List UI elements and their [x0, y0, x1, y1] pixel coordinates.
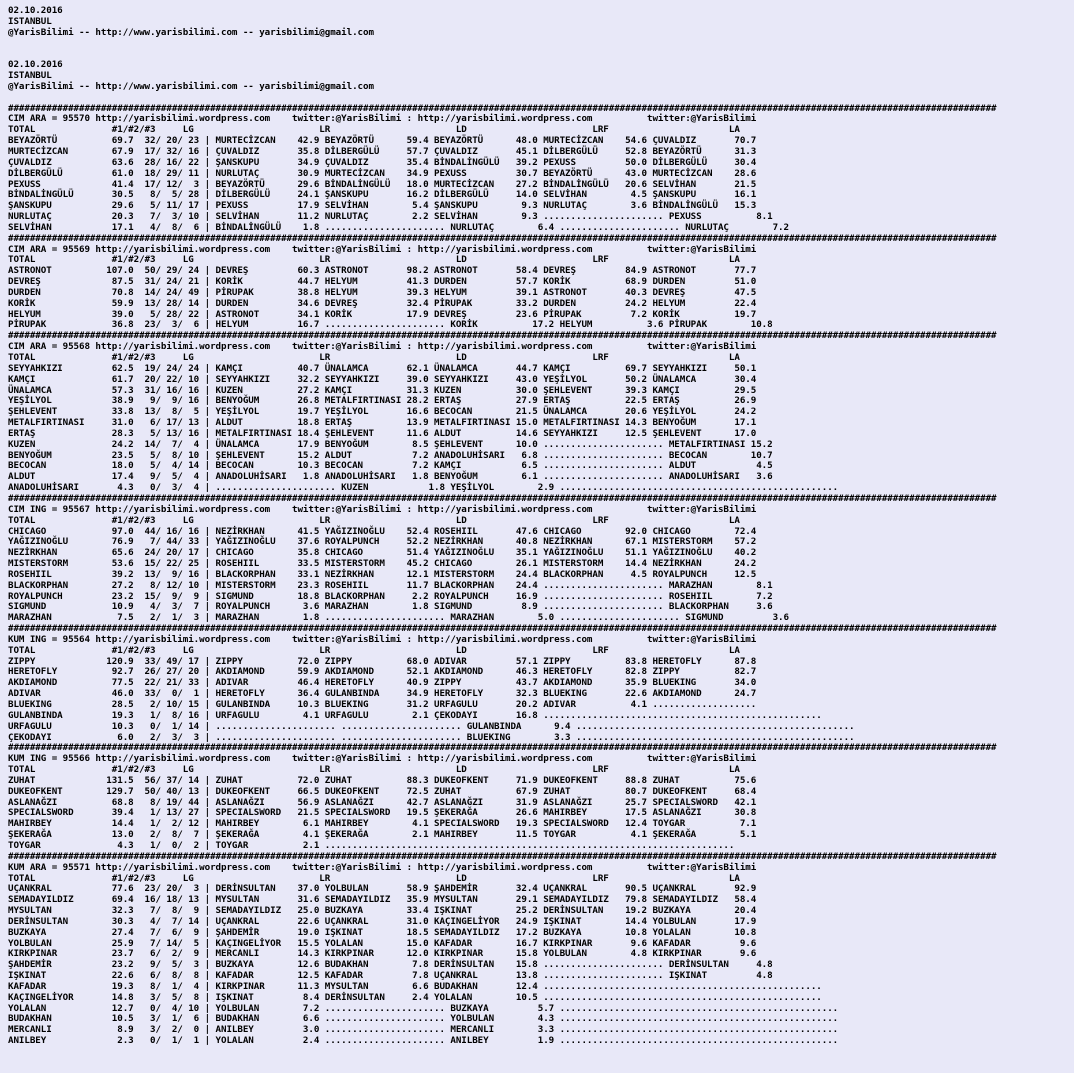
report-line: #####################################################################################################################################################################################: [8, 232, 997, 244]
report-line: PEXUSS 41.4 17/ 12/ 3 | BEYAZÖRTÜ 29.6 BİNDALİNGÜLÜ 18.0 MURTECİZCAN 27.2 BİNDALİNGÜLÜ 20.6 SELVİHAN 21.5: [8, 178, 757, 190]
report-line: @YarisBilimi -- http://www.yarisbilimi.com -- yarisbilimi@gmail.com: [8, 80, 374, 92]
report-line: ŞANSKUPU 29.6 5/ 11/ 17 | PEXUSS 17.9 SELVİHAN 5.4 ŞANSKUPU 9.3 NURLUTAÇ 3.6 BİNDALİNGÜLÜ 15.3: [8, 200, 757, 212]
report-line: BLACKORPHAN 27.2 8/ 12/ 10 | MISTERSTORM 23.3 ROSEHIIL 11.7 BLACKORPHAN 24.4 ...................... MARAZHAN 8.1: [8, 579, 773, 591]
report-line: #####################################################################################################################################################################################: [8, 850, 997, 862]
report-line: ASLANAĞZI 68.8 8/ 19/ 44 | ASLANAĞZI 56.9 ASLANAĞZI 42.7 ASLANAĞZI 31.9 ASLANAĞZI 25.7 SPECIALSWORD 42.1: [8, 796, 757, 808]
report-line: GULANBINDA 19.3 1/ 8/ 16 | URFAGULU 4.1 URFAGULU 2.1 ÇEKODAYI 16.8 ...................................................: [8, 709, 822, 721]
report-line: KAFADAR 19.3 8/ 1/ 4 | KIRKPINAR 11.3 MYSULTAN 6.6 BUDAKHAN 12.4 ...................................................: [8, 980, 822, 992]
report-line: KUM ING = 95566 http://yarisbilimi.wordpress.com twitter:@YarisBilimi : http://yarisbilimi.wordpress.com twitter:@YarisBilimi: [8, 753, 757, 765]
report-line: IŞKINAT 22.6 6/ 8/ 8 | KAFADAR 12.5 KAFADAR 7.8 UÇANKRAL 13.8 ...................... IŞKINAT 4.8: [8, 970, 773, 982]
report-line: KUM ARA = 95571 http://yarisbilimi.wordpress.com twitter:@YarisBilimi : http://yarisbilimi.wordpress.com twitter:@YarisBilimi: [8, 861, 757, 873]
report-line: SIGMUND 10.9 4/ 3/ 7 | ROYALPUNCH 3.6 MARAZHAN 1.8 SIGMUND 8.9 ...................... BLACKORPHAN 3.6: [8, 601, 773, 613]
report-line: ANADOLUHİSARI 4.3 0/ 3/ 4 | ...................... KUZEN 1.8 YEŞİLYOL 2.9 ...................................................: [8, 482, 839, 494]
report-line: DUKEOFKENT 129.7 50/ 40/ 13 | DUKEOFKENT 66.5 DUKEOFKENT 72.5 ZUHAT 67.9 ZUHAT 80.7 DUKEOFKENT 68.4: [8, 785, 757, 797]
report-line: ZUHAT 131.5 56/ 37/ 14 | ZUHAT 72.0 ZUHAT 88.3 DUKEOFKENT 71.9 DUKEOFKENT 88.8 ZUHAT 75.6: [8, 774, 757, 786]
report-line: [8, 39, 1074, 50]
report-line: DURDEN 70.8 14/ 24/ 49 | PİRUPAK 38.8 HELYUM 39.3 HELYUM 39.1 ASTRONOT 40.3 DEVREŞ 47.5: [8, 286, 757, 298]
report-line: #####################################################################################################################################################################################: [8, 742, 997, 754]
report-line: #####################################################################################################################################################################################: [8, 330, 997, 342]
report-line: KUZEN 24.2 14/ 7/ 4 | ÜNALAMCA 17.9 BENYOĞUM 8.5 ŞEHLEVENT 10.0 ...................... METALFIRTINASI 15.2: [8, 438, 773, 450]
report-line: BEYAZÖRTÜ 69.7 32/ 20/ 23 | MURTECİZCAN 42.9 BEYAZÖRTÜ 59.4 BEYAZÖRTÜ 48.0 MURTECİZCAN 54.6 ÇUVALDIZ 70.7: [8, 135, 757, 147]
report-line: ISTANBUL: [8, 70, 52, 82]
report-line: TOTAL #1/#2/#3 LG LR LD LRF LA: [8, 764, 740, 776]
report-line: ASTRONOT 107.0 50/ 29/ 24 | DEVREŞ 60.3 ASTRONOT 98.2 ASTRONOT 58.4 DEVREŞ 84.9 ASTRONOT 77.7: [8, 265, 757, 277]
report-line: METALFIRTINASI 31.0 6/ 17/ 13 | ALDUT 18.8 ERTAŞ 13.9 METALFIRTINASI 15.0 METALFIRTINASI 14.3 BENYOĞUM 17.1: [8, 417, 757, 429]
report-line: #####################################################################################################################################################################################: [8, 623, 997, 635]
report-line: KIRKPINAR 23.7 6/ 2/ 9 | MERCANLI 14.3 KIRKPINAR 12.0 KIRKPINAR 15.8 YOLBULAN 4.8 KIRKPINAR 9.6: [8, 948, 757, 960]
report-line: SELVİHAN 17.1 4/ 8/ 6 | BİNDALİNGÜLÜ 1.8 ...................... NURLUTAÇ 6.4 ...................... NURLUTAÇ 7.2: [8, 221, 789, 233]
report-line: TOYGAR 4.3 1/ 0/ 2 | TOYGAR 2.1 ...........................................................................: [8, 839, 735, 851]
report-line: URFAGULU 10.3 0/ 1/ 14 | ...................... ...................... GULANBINDA 9.4 ...................................................: [8, 720, 855, 732]
report-line: [8, 49, 1074, 60]
report-line: KORİK 59.9 13/ 28/ 14 | DURDEN 34.6 DEVREŞ 32.4 PİRUPAK 33.2 DURDEN 24.2 HELYUM 22.4: [8, 297, 757, 309]
report-line: ADIVAR 46.0 33/ 0/ 1 | HERETOFLY 36.4 GULANBINDA 34.9 HERETOFLY 32.3 BLUEKING 22.6 AKDIAMOND 24.7: [8, 688, 757, 700]
report-line: #####################################################################################################################################################################################: [8, 102, 997, 114]
report-line: HELYUM 39.0 5/ 28/ 22 | ASTRONOT 34.1 KORİK 17.9 DEVREŞ 23.6 PİRUPAK 7.2 KORİK 19.7: [8, 308, 757, 320]
report-line: NEZİRKHAN 65.6 24/ 20/ 17 | CHICAGO 35.8 CHICAGO 51.4 YAĞIZINOĞLU 35.1 YAĞIZINOĞLU 51.1 YAĞIZINOĞLU 40.2: [8, 547, 757, 559]
report-line: #####################################################################################################################################################################################: [8, 492, 997, 504]
report-line: ANILBEY 2.3 0/ 1/ 1 | YOLALAN 2.4 ...................... ANILBEY 1.9 ...................................................: [8, 1035, 839, 1047]
report-line: MERCANLI 8.9 3/ 2/ 0 | ANILBEY 3.0 ...................... MERCANLI 3.3 ...................................................: [8, 1024, 839, 1036]
report-line: MURTECİZCAN 67.9 17/ 32/ 16 | ÇUVALDIZ 35.8 DİLBERGÜLÜ 57.7 ÇUVALDIZ 45.1 DİLBERGÜLÜ 52.8 BEYAZÖRTÜ 31.3: [8, 145, 757, 157]
report-line: ÇUVALDIZ 63.6 28/ 16/ 22 | ŞANSKUPU 34.9 ÇUVALDIZ 35.4 BİNDALİNGÜLÜ 39.2 PEXUSS 50.0 DİLBERGÜLÜ 30.4: [8, 156, 757, 168]
report-line: BLUEKING 28.5 2/ 10/ 15 | GULANBINDA 10.3 BLUEKING 31.2 URFAGULU 20.2 ADIVAR 4.1 ...................: [8, 699, 757, 710]
report-line: PİRUPAK 36.8 23/ 3/ 6 | HELYUM 16.7 ...................... KORİK 17.2 HELYUM 3.6 PİRUPAK 10.8: [8, 319, 773, 331]
report-line: MARAZHAN 7.5 2/ 1/ 3 | MARAZHAN 1.8 ...................... MARAZHAN 5.0 ...................... SIGMUND 3.6: [8, 612, 789, 624]
report-line: [8, 93, 1074, 104]
report-line: 02.10.2016: [8, 5, 63, 16]
report-line: ALDUT 17.4 9/ 5/ 4 | ANADOLUHİSARI 1.8 ANADOLUHİSARI 1.8 BENYOĞUM 6.1 ...................... ANADOLUHİSARI 3.6: [8, 471, 773, 483]
report-line: ŞAHDEMİR 23.2 9/ 5/ 3 | BUZKAYA 12.6 BUDAKHAN 7.8 DERİNSULTAN 15.8 ...................... DERİNSULTAN 4.8: [8, 959, 773, 971]
report-line: UÇANKRAL 77.6 23/ 20/ 3 | DERİNSULTAN 37.0 YOLBULAN 58.9 ŞAHDEMİR 32.4 UÇANKRAL 90.5 UÇANKRAL 92.9: [8, 883, 757, 895]
report-line: 02.10.2016: [8, 59, 63, 71]
report-line: YOLBULAN 25.9 7/ 14/ 5 | KAÇINGELİYOR 15.5 YOLALAN 15.0 KAFADAR 16.7 KIRKPINAR 9.6 KAFADAR 9.6: [8, 937, 757, 949]
report-line: MYSULTAN 32.3 7/ 8/ 9 | SEMADAYILDIZ 25.0 BUZKAYA 33.4 IŞKINAT 25.2 DERİNSULTAN 19.2 BUZKAYA 20.4: [8, 905, 757, 917]
report-line: ISTANBUL: [8, 15, 52, 27]
report-line: AKDIAMOND 77.5 22/ 21/ 33 | ADIVAR 46.4 HERETOFLY 40.9 ZIPPY 43.7 AKDIAMOND 35.9 BLUEKING 34.0: [8, 677, 757, 689]
report-line: KUM ING = 95564 http://yarisbilimi.wordpress.com twitter:@YarisBilimi : http://yarisbilimi.wordpress.com twitter:@YarisBilimi: [8, 633, 757, 645]
report-line: TOTAL #1/#2/#3 LG LR LD LRF LA: [8, 352, 740, 363]
report-line: TOTAL #1/#2/#3 LG LR LD LRF LA: [8, 644, 740, 656]
report-line: HERETOFLY 92.7 26/ 27/ 20 | AKDIAMOND 59.9 AKDIAMOND 52.1 AKDIAMOND 46.3 HERETOFLY 82.8 ZIPPY 82.7: [8, 666, 757, 678]
report-line: ŞEHLEVENT 33.8 13/ 8/ 5 | YEŞİLYOL 19.7 YEŞİLYOL 16.6 BECOCAN 21.5 ÜNALAMCA 20.6 YEŞİLYOL 24.2: [8, 406, 757, 418]
report-line: BİNDALİNGÜLÜ 30.5 8/ 5/ 28 | DİLBERGÜLÜ 24.1 ŞANSKUPU 16.2 DİLBERGÜLÜ 14.0 SELVİHAN 4.5 ŞANSKUPU 16.1: [8, 189, 757, 201]
report-line: DİLBERGÜLÜ 61.0 18/ 29/ 11 | NURLUTAÇ 30.9 MURTECİZCAN 34.9 PEXUSS 30.7 BEYAZÖRTÜ 43.0 MURTECİZCAN 28.6: [8, 167, 757, 179]
report-line: KAÇINGELİYOR 14.8 3/ 5/ 8 | IŞKINAT 8.4 DERİNSULTAN 2.4 YOLALAN 10.5 ...................................................: [8, 991, 822, 1003]
report-line: ŞEKERAĞA 13.0 2/ 8/ 7 | ŞEKERAĞA 4.1 ŞEKERAĞA 2.1 MAHIRBEY 11.5 TOYGAR 4.1 ŞEKERAĞA 5.1: [8, 829, 757, 841]
report-line: SEMADAYILDIZ 69.4 16/ 18/ 13 | MYSULTAN 31.6 SEMADAYILDIZ 35.9 MYSULTAN 29.1 SEMADAYILDIZ 79.8 SEMADAYILDIZ 58.4: [8, 894, 757, 906]
report-line: NURLUTAÇ 20.3 7/ 3/ 10 | SELVİHAN 11.2 NURLUTAÇ 2.2 SELVİHAN 9.3 ...................... PEXUSS 8.1: [8, 211, 773, 223]
report-line: CIM ARA = 95570 http://yarisbilimi.wordpress.com twitter:@YarisBilimi : http://yarisbilimi.wordpress.com twitter:@YarisBilimi: [8, 113, 757, 125]
report-line: TOTAL #1/#2/#3 LG LR LD LRF LA: [8, 254, 740, 266]
report-line: TOTAL #1/#2/#3 LG LR LD LRF LA: [8, 124, 740, 136]
report-line: BUDAKHAN 10.5 3/ 1/ 6 | BUDAKHAN 6.6 ...................... YOLBULAN 4.3 ...................................................: [8, 1013, 839, 1025]
report-line: TOTAL #1/#2/#3 LG LR LD LRF LA: [8, 872, 740, 884]
report-line: CIM ING = 95567 http://yarisbilimi.wordpress.com twitter:@YarisBilimi : http://yarisbilimi.wordpress.com twitter:@YarisBilimi: [8, 503, 757, 515]
report-line: ÇEKODAYI 6.0 2/ 3/ 3 | ...................... ...................... BLUEKING 3.3 ...................................................: [8, 731, 855, 743]
report-line: CIM ARA = 95569 http://yarisbilimi.wordpress.com twitter:@YarisBilimi : http://yarisbilimi.wordpress.com twitter:@YarisBilimi: [8, 243, 757, 255]
report-line: MISTERSTORM 53.6 15/ 22/ 25 | ROSEHIIL 33.5 MISTERSTORM 45.2 CHICAGO 26.1 MISTERSTORM 14.4 NEZİRKHAN 24.2: [8, 558, 757, 570]
report-line: ERTAŞ 28.3 5/ 13/ 16 | METALFIRTINASI 18.4 ŞEHLEVENT 11.6 ALDUT 14.6 SEYYAHKIZI 12.5 ŞEHLEVENT 17.0: [8, 427, 757, 439]
report-line: YOLALAN 12.7 0/ 4/ 10 | YOLBULAN 7.2 ...................... BUZKAYA 5.7 ...................................................: [8, 1002, 839, 1014]
report-line: YAĞIZINOĞLU 76.9 7/ 44/ 33 | YAĞIZINOĞLU 37.6 ROYALPUNCH 52.2 NEZİRKHAN 40.8 NEZİRKHAN 67.1 MISTERSTORM 57.2: [8, 536, 757, 548]
report-line: ROYALPUNCH 23.2 15/ 9/ 9 | SIGMUND 18.8 BLACKORPHAN 2.2 ROYALPUNCH 16.9 ...................... ROSEHIIL 7.2: [8, 590, 773, 602]
report-line: YEŞİLYOL 38.9 9/ 9/ 16 | BENYOĞUM 26.8 METALFIRTINASI 28.2 ERTAŞ 27.9 ERTAŞ 22.5 ERTAŞ 26.9: [8, 395, 757, 407]
report-line: SEYYAHKIZI 62.5 19/ 24/ 24 | KAMÇI 40.7 ÜNALAMCA 62.1 ÜNALAMCA 44.7 KAMÇI 69.7 SEYYAHKIZI 50.1: [8, 362, 757, 374]
report-line: DERİNSULTAN 30.3 4/ 7/ 14 | UÇANKRAL 22.6 UÇANKRAL 31.0 KAÇINGELİYOR 24.9 IŞKINAT 14.4 YOLBULAN 17.9: [8, 915, 757, 927]
report-line: CHICAGO 97.0 44/ 16/ 16 | NEZİRKHAN 41.5 YAĞIZINOĞLU 52.4 ROSEHIIL 47.6 CHICAGO 92.0 CHICAGO 72.4: [8, 525, 757, 537]
report-line: ROSEHIIL 39.2 13/ 9/ 16 | BLACKORPHAN 33.1 NEZİRKHAN 12.1 MISTERSTORM 24.4 BLACKORPHAN 4.5 ROYALPUNCH 12.5: [8, 568, 757, 580]
report-line: BUZKAYA 27.4 7/ 6/ 9 | ŞAHDEMİR 19.0 IŞKINAT 18.5 SEMADAYILDIZ 17.2 BUZKAYA 10.8 YOLALAN 10.8: [8, 926, 757, 938]
report-line: BENYOĞUM 23.5 5/ 8/ 10 | ŞEHLEVENT 15.2 ALDUT 7.2 ANADOLUHİSARI 6.8 ...................... BECOCAN 10.7: [8, 449, 773, 461]
report-line: TOTAL #1/#2/#3 LG LR LD LRF LA: [8, 514, 740, 526]
report-line: MAHIRBEY 14.4 1/ 2/ 12 | MAHIRBEY 6.1 MAHIRBEY 4.1 SPECIALSWORD 19.3 SPECIALSWORD 12.4 TOYGAR 7.1: [8, 818, 757, 830]
report-line: ÜNALAMCA 57.3 31/ 16/ 16 | KUZEN 27.2 KAMÇI 31.3 KUZEN 30.0 ŞEHLEVENT 39.3 KAMÇI 29.5: [8, 384, 757, 396]
report-line: BECOCAN 18.0 5/ 4/ 14 | BECOCAN 10.3 BECOCAN 7.2 KAMÇI 6.5 ...................... ALDUT 4.5: [8, 460, 773, 472]
report-line: CIM ARA = 95568 http://yarisbilimi.wordpress.com twitter:@YarisBilimi : http://yarisbilimi.wordpress.com twitter:@YarisBilimi: [8, 341, 757, 353]
report-line: KAMÇI 61.7 20/ 22/ 10 | SEYYAHKIZI 32.2 SEYYAHKIZI 39.0 SEYYAHKIZI 43.0 YEŞİLYOL 50.2 ÜNALAMCA 30.4: [8, 373, 757, 385]
report-line: @YarisBilimi -- http://www.yarisbilimi.com -- yarisbilimi@gmail.com: [8, 26, 374, 38]
report-line: ZIPPY 120.9 33/ 49/ 17 | ZIPPY 72.0 ZIPPY 68.0 ADIVAR 57.1 ZIPPY 83.8 HERETOFLY 87.8: [8, 655, 757, 667]
report-line: DEVREŞ 87.5 31/ 24/ 21 | KORİK 44.7 HELYUM 41.3 DURDEN 57.7 KORİK 68.9 DURDEN 51.0: [8, 276, 757, 288]
report-line: SPECIALSWORD 39.4 1/ 13/ 27 | SPECIALSWORD 21.5 SPECIALSWORD 19.5 ŞEKERAĞA 26.6 MAHIRBEY 17.5 ASLANAĞZI 30.8: [8, 807, 757, 819]
